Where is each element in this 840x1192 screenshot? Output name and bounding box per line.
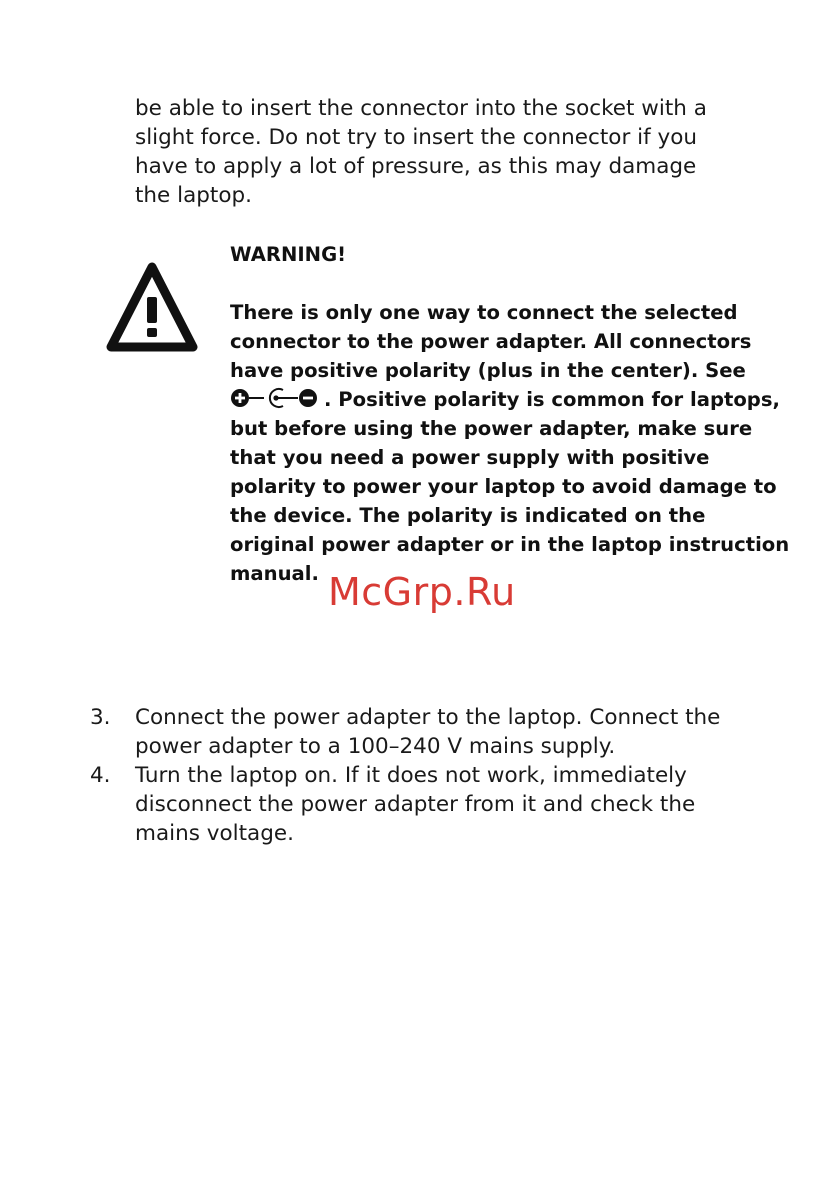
step-number: 3.: [90, 705, 111, 730]
warning-body-part-2: . Positive polarity is common for laptops, but before using the power adapter, make sure that you need a power supply with positive polarity to power your laptop to avoid damage to the device. The polarity is indicated on the original power adapter or in the laptop instruction manual.: [230, 388, 790, 585]
intro-paragraph: be able to insert the connector into the socket with a slight force. Do not try to insert the connector if you have to apply a lot of pressure, as this may damage the laptop.: [135, 96, 707, 208]
list-item: [90, 703, 730, 761]
warning-title: WARNING!: [230, 243, 347, 266]
step-text: Connect the power adapter to the laptop. Connect the power adapter to a 100–240 V mains supply.: [135, 705, 721, 759]
warning-block: [230, 240, 790, 588]
watermark: McGrp.Ru: [328, 570, 516, 614]
warning-body: [230, 298, 790, 588]
positive-polarity-symbol-icon: [230, 387, 324, 409]
steps-list: [90, 703, 730, 848]
warning-triangle-icon: [106, 261, 198, 353]
warning-body-part-1: There is only one way to connect the selected connector to the power adapter. All connectors have positive polarity (plus in the center). See: [230, 301, 752, 382]
step-text: Turn the laptop on. If it does not work, immediately disconnect the power adapter from it and check the mains voltage.: [135, 763, 696, 846]
list-item: [90, 761, 730, 848]
step-number: 4.: [90, 763, 111, 788]
